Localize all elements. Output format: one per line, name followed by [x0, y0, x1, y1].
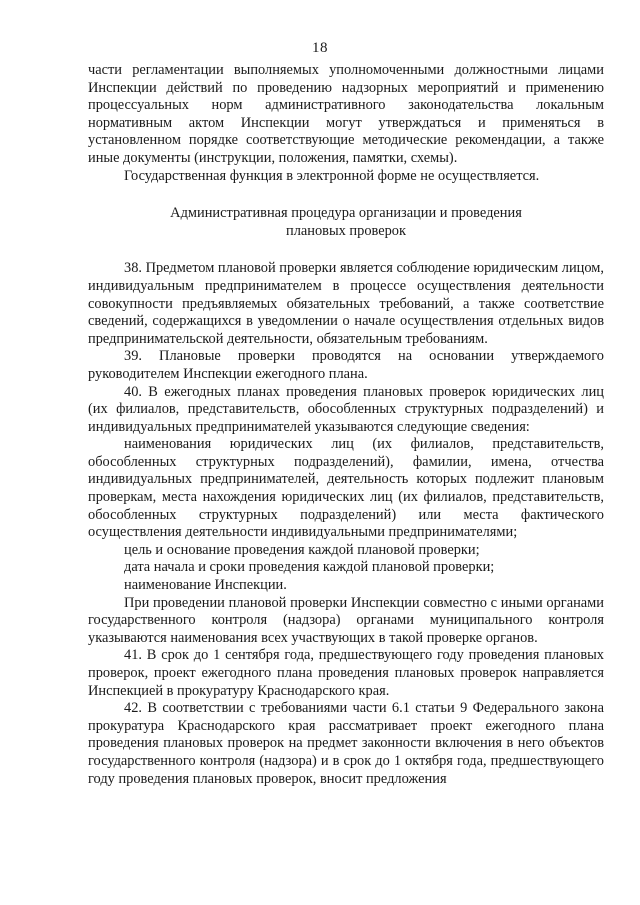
paragraph-40-item-3: дата начала и сроки проведения каждой плановой проверки;	[124, 559, 495, 576]
paragraph-40-item-4: наименование Инспекции.	[124, 577, 287, 594]
paragraph-electronic-form: Государственная функция в электронной форме не осуществляется.	[124, 167, 540, 184]
paragraph-39: 39. Плановые проверки проводятся на основании утверждаемого руководителем Инспекции ежегодного плана.	[88, 348, 604, 382]
paragraph-40-joint-inspection: При проведении плановой проверки Инспекции совместно с иными органами государственного контроля (надзора) органами муниципального контроля указываются наименования всех участвующих в такой проверке органов.	[88, 594, 604, 646]
spacer	[88, 240, 604, 260]
paragraph-38: 38. Предметом плановой проверки является соблюдение юридическим лицом, индивидуальным предпринимателем в процессе осуществления деятельности совокупности предъявляемых обязательных требований, а также соответствие сведений, содержащихся в уведомлении о начале осуществления отдельных видов предпринимательской деятельности, обязательным требованиям.	[88, 260, 604, 347]
paragraph-42: 42. В соответствии с требованиями части 6.1 статьи 9 Федерального закона прокуратура Краснодарского края рассматривает проект ежегодного плана проведения плановых проверок на предмет законности включения в него объектов государственного контроля (надзора) и в срок до 1 октября года, предшествующего году проведения плановых проверок, вносит предложения	[88, 700, 604, 787]
page-number: 18	[312, 40, 328, 56]
section-title-line-2: плановых проверок	[286, 222, 406, 239]
section-title-line-1: Административная процедура организации и проведения	[170, 205, 522, 222]
paragraph-40-item-2: цель и основание проведения каждой плановой проверки;	[124, 541, 480, 558]
paragraph-40: 40. В ежегодных планах проведения плановых проверок юридических лиц (их филиалов, представительств, обособленных структурных подразделений) и индивидуальных предпринимателей указываются следующие сведения:	[88, 383, 604, 435]
document-body	[88, 62, 604, 788]
paragraph-40-item-1: наименования юридических лиц (их филиалов, представительств, обособленных структурных подразделений), фамилии, имена, отчества индивидуальных предпринимателей, деятельность которых подлежит плановым проверкам, места нахождения юридических лиц (их филиалов, представительств, обособленных структурных подразделений) или места фактического осуществления деятельности индивидуальными предпринимателями;	[88, 436, 604, 541]
paragraph-intro: части регламентации выполняемых уполномоченными должностными лицами Инспекции действий по проведению надзорных мероприятий и применению процессуальных норм административного законодательства локальным нормативным актом Инспекции могут утверждаться и применяться в установленном порядке соответствующие методические рекомендации, а также иные документы (инструкции, положения, памятки, схемы).	[88, 62, 604, 166]
spacer	[88, 185, 604, 205]
paragraph-41: 41. В срок до 1 сентября года, предшествующего году проведения плановых проверок, проект ежегодного плана проведения плановых проверок направляется Инспекцией в прокуратуру Краснодарского края.	[88, 647, 604, 699]
